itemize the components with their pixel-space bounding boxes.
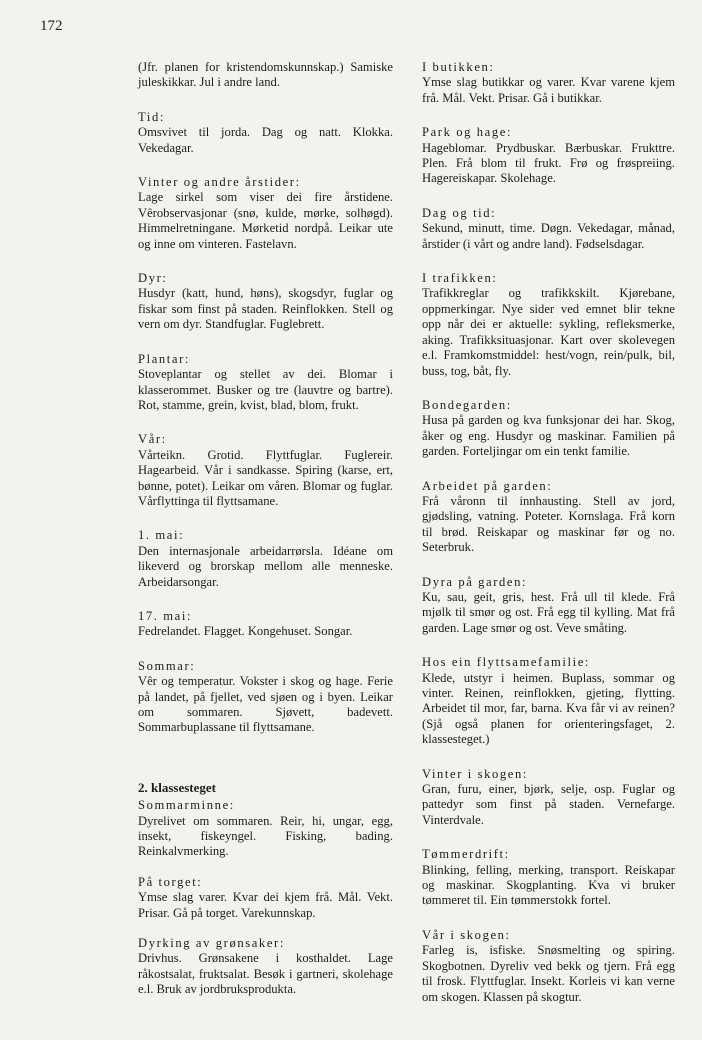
topic-section	[138, 875, 393, 921]
topic-text: Vårteikn. Grotid. Flyttfuglar. Fuglereir. Hagearbeid. Vår i sandkasse. Spiring (karse, ert, bønne, potet). Leikar om våren. Blomar og fuglar. Vårflyttinga til flyttsamane.	[138, 447, 393, 508]
topic-text: Den internasjonale arbeidarrørsla. Idéane om likeverd og brorskap mellom alle menneske. Arbeidarsongar.	[138, 543, 393, 589]
topic-text: Dyrelivet om sommaren. Reir, hi, ungar, egg, insekt, fiskeyngel. Fisking, bading. Reinkalvmerking.	[138, 813, 393, 859]
topic-section	[138, 798, 393, 860]
topic-section	[422, 767, 675, 829]
topic-text: Sekund, minutt, time. Døgn. Vekedagar, månad, årstider (i vårt og andre land). Fødselsdagar.	[422, 221, 675, 251]
topic-section	[422, 479, 675, 556]
topic-text: Husdyr (katt, hund, høns), skogsdyr, fuglar og fiskar som finst på staden. Reinflokken. Stell og vern om dyr. Standfuglar. Fuglebrett.	[138, 286, 393, 332]
topic-heading: Arbeidet på garden:	[422, 478, 553, 493]
grade-level-heading: 2. klassesteget	[138, 779, 216, 795]
topic-heading: Plantar:	[138, 351, 190, 366]
topic-heading: 17. mai:	[138, 608, 193, 623]
topic-section	[138, 271, 393, 333]
topic-section	[422, 928, 675, 1005]
topic-text: Fedrelandet. Flagget. Kongehuset. Songar.	[138, 624, 353, 639]
topic-text: Stoveplantar og stellet av dei. Blomar i klasserommet. Busker og tre (lauvtre og bartre). Rot, stamme, grein, kvist, blad, blom, frukt.	[138, 367, 393, 412]
topic-heading: Dyr:	[138, 271, 168, 286]
topic-section	[138, 936, 393, 998]
topic-heading: I butikken:	[422, 60, 495, 74]
topic-heading: Sommar:	[138, 658, 196, 673]
topic-text: Blinking, felling, merking, transport. Reiskapar og maskinar. Skogplanting. Kva vi bruker tømmeret til. Ein tømmerstokk fortel.	[422, 862, 675, 908]
topic-heading: Bondegarden:	[422, 397, 512, 412]
topic-heading: I trafikken:	[422, 271, 498, 286]
topic-section	[138, 60, 393, 91]
topic-section	[422, 575, 675, 637]
topic-text: Hageblomar. Prydbuskar. Bærbuskar. Frukttre. Plen. Frå blom til frukt. Frø og frøspreiing. Hagereiskapar. Skolehage.	[422, 140, 675, 186]
topic-heading: Vår i skogen:	[422, 927, 511, 942]
topic-heading: Vinter og andre årstider:	[138, 175, 301, 190]
topic-text: Trafikkreglar og trafikkskilt. Kjørebane, oppmerkingar. Nye sider ved emnet blir tekne opp når dei er aktuelle: sykling, refleksmerke, aking. Trafikksituasjonar. Kart over skolevegen e.l. Framkomstmiddel: hest/vogn, rein/pulk, bil, buss, tog, båt, fly.	[422, 286, 675, 378]
topic-text: Lage sirkel som viser dei fire årstidene. Vêrobservasjonar (snø, kulde, mørke, solhøgd). Himmelretningane. Mørketid nordpå. Leikar ute og inne om vinteren. Fastelavn.	[138, 190, 393, 251]
topic-text: Frå våronn til innhausting. Stell av jord, gjødsling, vatning. Poteter. Kornslaga. Frå korn til brød. Reiskapar og maskinar før og no. Seterbruk.	[422, 493, 675, 555]
topic-section	[138, 432, 393, 509]
topic-section	[422, 398, 675, 460]
topic-heading: Dyrking av grønsaker:	[138, 936, 285, 951]
topic-text: Ku, sau, geit, gris, hest. Frå ull til klede. Frå mjølk til smør og ost. Frå egg til kylling. Mat frå garden. Lage smør og ost. Veve småting.	[422, 589, 675, 635]
topic-heading: Hos ein flyttsamefamilie:	[422, 655, 591, 670]
topic-heading: Vår:	[138, 432, 167, 447]
topic-section	[422, 125, 675, 187]
topic-text: Ymse slag varer. Kvar dei kjem frå. Mål. Vekt. Prisar. Gå på torget. Varekunnskap.	[138, 890, 393, 920]
topic-text: Ymse slag butikkar og varer. Kvar varene kjem frå. Mål. Vekt. Prisar. Gå i butikkar.	[422, 75, 675, 105]
topic-text: Vêr og temperatur. Vokster i skog og hage. Ferie på landet, på fjellet, ved sjøen og i byen. Leikar om sommaren. Sjøvett, badevett. Sommarbuplassane til flyttsamane.	[138, 674, 393, 735]
topic-section	[422, 847, 675, 909]
topic-text: Husa på garden og kva funksjonar dei har. Skog, åker og eng. Husdyr og maskinar. Familien på garden. Forteljingar om ein tenkt familie.	[422, 413, 675, 459]
topic-heading: 1. mai:	[138, 528, 185, 543]
topic-heading: Vinter i skogen:	[422, 766, 528, 781]
topic-text: Omsvivet til jorda. Dag og natt. Klokka. Vekedagar.	[138, 125, 393, 155]
topic-section	[138, 175, 393, 252]
topic-text: Gran, furu, einer, bjørk, selje, osp. Fuglar og pattedyr som finst på staden. Vernefarge. Vinterdvale.	[422, 782, 675, 827]
topic-section	[138, 609, 393, 640]
topic-text: Klede, utstyr i heimen. Buplass, sommar og vinter. Reinen, reinflokken, gjeting, flytting. Arbeidet til mor, far, barna. Kva får vi av reinen? (Sjå også planen for orienteringsfaget, 2. klassesteget.)	[422, 670, 675, 747]
left-top-sections	[138, 60, 393, 736]
topic-text: Farleg is, isfiske. Snøsmelting og spiring. Skogbotnen. Dyreliv ved bekk og tjern. Frå egg til frosk. Flyttfuglar. Insekt. Korleis vi kan verne om skogen. Klassen på skogtur.	[422, 943, 675, 1004]
topic-section	[138, 528, 393, 590]
topic-section	[422, 271, 675, 379]
left-column	[138, 60, 393, 1013]
page-number: 172	[40, 18, 63, 34]
topic-heading: Tømmerdrift:	[422, 847, 510, 862]
topic-section	[138, 110, 393, 156]
topic-section	[422, 655, 675, 747]
topic-text: (Jfr. planen for kristendomskunnskap.) Samiske juleskikkar. Jul i andre land.	[138, 60, 393, 90]
topic-section	[422, 60, 675, 106]
grade-level-sections	[138, 798, 393, 997]
topic-heading: Dag og tid:	[422, 205, 497, 220]
topic-heading: Park og hage:	[422, 125, 513, 140]
right-column	[422, 60, 675, 1024]
topic-heading: Sommarminne:	[138, 798, 235, 813]
topic-heading: På torget:	[138, 874, 203, 889]
topic-section	[138, 659, 393, 736]
topic-section	[422, 206, 675, 252]
topic-heading: Tid:	[138, 109, 165, 124]
topic-section	[138, 352, 393, 414]
topic-text: Drivhus. Grønsakene i kosthaldet. Lage råkostsalat, fruktsalat. Besøk i gartneri, skolehage e.l. Bruk av jordbruksprodukta.	[138, 951, 393, 997]
topic-heading: Dyra på garden:	[422, 574, 528, 589]
